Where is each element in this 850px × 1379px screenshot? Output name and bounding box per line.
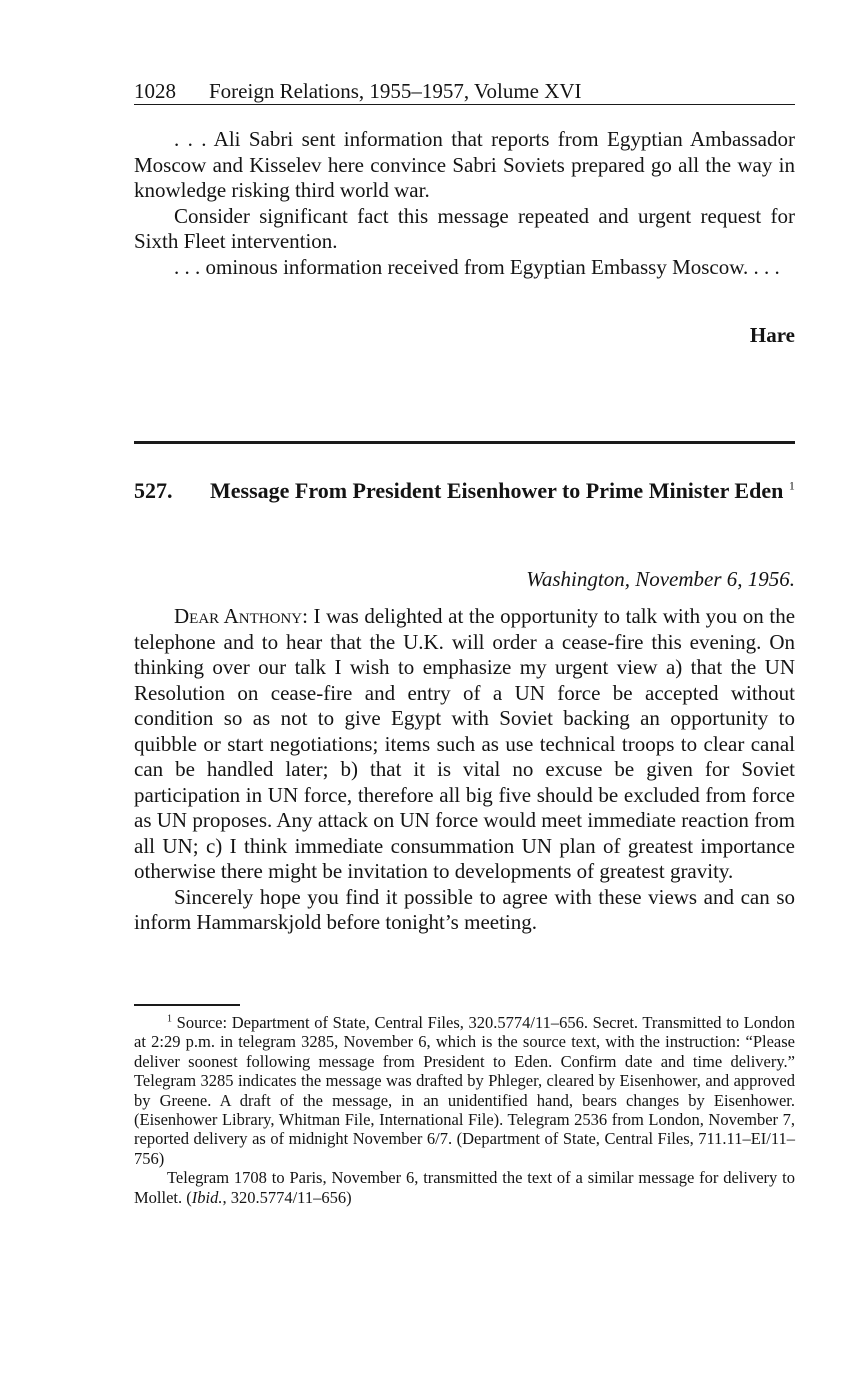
paragraph: . . . Ali Sabri sent information that reports from Egyptian Ambassador Moscow and Kisselev here convince Sabri Soviets prepared go all the way in knowledge risking third world war. — [134, 127, 795, 202]
footnote-text: Telegram 1708 to Paris, November 6, transmitted the text of a similar message for delivery to Mollet. ( — [134, 1168, 795, 1207]
footnote-ref: 1 — [788, 478, 795, 493]
paragraph — [134, 604, 795, 885]
volume-title: Foreign Relations, 1955–1957, Volume XVI — [209, 79, 582, 103]
previous-document-text — [134, 127, 795, 280]
document-number: 527. — [134, 478, 173, 503]
letter-body — [134, 604, 795, 936]
running-head — [134, 78, 795, 105]
footnote-text: Source: Department of State, Central Files, 320.5774/11–656. Secret. Transmitted to London at 2:29 p.m. in telegram 3285, November 6, which is the source text, with the instruction: “Please deliver soonest following message from President to Eden. Confirm date and time delivery.” Telegram 3285 indicates the message was drafted by Phleger, cleared by Eisenhower, and approved by Greene. A draft of the message, in an unidentified hand, bears changes by Eisenhower. (Eisenhower Library, Whitman File, International File). Telegram 2536 from London, November 7, reported delivery as of midnight November 6/7. (Department of State, Central Files, 711.11–EI/11–756) — [134, 1013, 796, 1168]
paragraph: . . . ominous information received from Egyptian Embassy Moscow. . . . — [174, 254, 780, 279]
paragraph: Sincerely hope you find it possible to agree with these views and can so inform Hammarskjold before tonight’s meeting. — [134, 884, 795, 934]
footnote — [134, 1168, 795, 1207]
document-heading — [134, 477, 795, 504]
page-number: 1028 — [134, 79, 176, 103]
footnote — [134, 1013, 795, 1168]
footnote-rule — [134, 1004, 240, 1006]
footnote-marker: 1 — [167, 1013, 172, 1025]
salutation: Dear Anthony: — [174, 604, 308, 628]
ibid-citation: Ibid. — [191, 1187, 223, 1207]
signature: Hare — [749, 323, 795, 347]
document-title-text: Message From President Eisenhower to Prime Minister Eden — [210, 478, 784, 503]
paragraph-text: I was delighted at the opportunity to talk with you on the telephone and to hear that the U.K. will order a cease-fire this evening. On thinking over our talk I wish to emphasize my urgent view a) that the UN Resolution on cease-fire and entry of a UN force be accepted without condition so as not to give Egypt with Soviet backing an opportunity to quibble or start negotiations; items such as use technical troops to clear canal can be handled later; b) that it is vital no excuse be given for Soviet participation in UN force, therefore all big five should be excluded from force as UN proposes. Any attack on UN force would meet immediate reaction from all UN; c) I think immediate consummation UN plan of greatest importance otherwise there might be invitation to developments of greatest gravity. — [134, 604, 796, 883]
footnotes — [134, 1013, 795, 1207]
paragraph: Consider significant fact this message repeated and urgent request for Sixth Fleet intervention. — [134, 203, 795, 253]
dateline: Washington, November 6, 1956. — [526, 567, 795, 591]
section-divider — [134, 441, 795, 444]
footnote-text-end: , 320.5774/11–656) — [222, 1187, 352, 1207]
document-title — [210, 477, 795, 504]
